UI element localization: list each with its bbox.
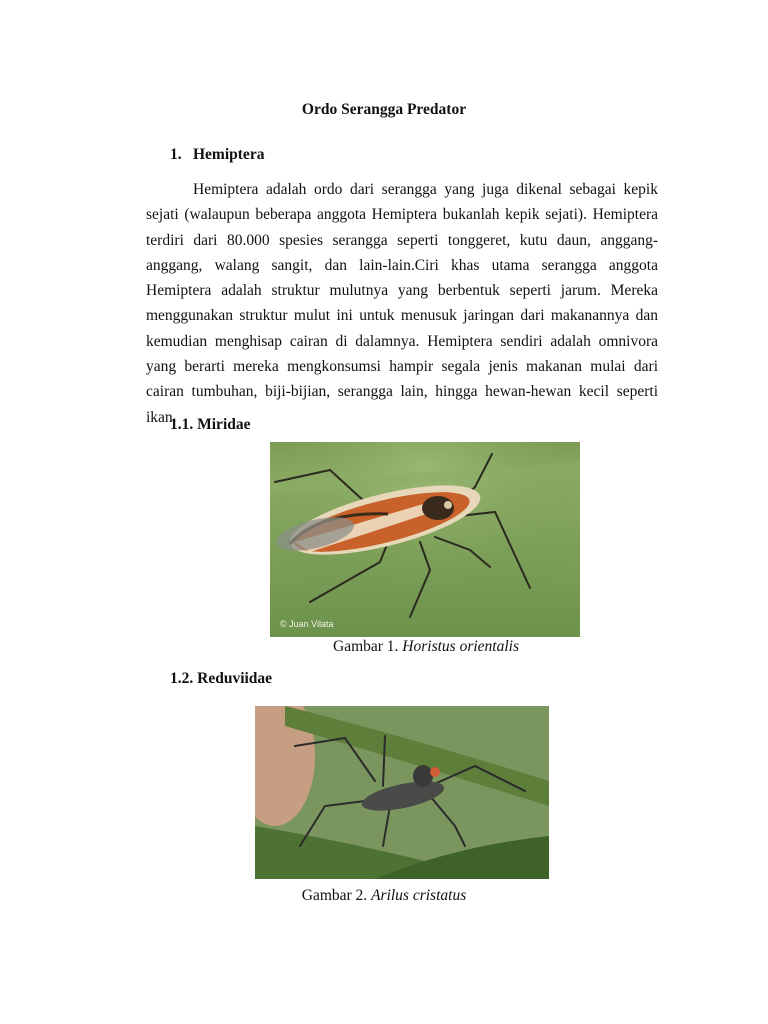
figure-2-label: Gambar 2. <box>301 887 368 904</box>
figure-horistus-orientalis-photo <box>270 442 580 637</box>
section-heading <box>170 146 264 164</box>
figure-1-caption <box>42 638 768 656</box>
section-heading-text: Hemiptera <box>193 146 265 163</box>
section-paragraph <box>146 177 658 430</box>
paragraph-text: Hemiptera adalah ordo dari serangga yang juga dikenal sebagai kepik sejati (walaupun beberapa anggota Hemiptera bukanlah kepik sejati). Hemiptera terdiri dari 80.000 spesies serangga seperti tonggeret, kutu daun, anggang-anggang, walang sangit, dan lain-lain.Ciri khas utama serangga anggota Hemiptera adalah struktur mulutnya yang berbentuk seperti jarum. Mereka menggunakan struktur mulut ini untuk menusuk jaringan dari makanannya dan kemudian menghisap cairan di dalamnya. Hemiptera sendiri adalah omnivora yang berarti mereka mengkonsumsi hampir segala jenis makanan mulai dari cairan tumbuhan, biji-bijian, serangga lain, hingga hewan-hewan kecil seperti ikan. <box>146 181 658 426</box>
bug-illustration <box>270 442 580 637</box>
figure-2-species: Arilus cristatus <box>371 887 467 904</box>
section-number: 1. <box>170 146 182 163</box>
figure-1-label: Gambar 1. <box>333 638 399 655</box>
subsection-heading-reduviidae: 1.2. Reduviidae <box>170 670 273 687</box>
page-title: Ordo Serangga Predator <box>301 101 467 118</box>
watermark-text: © Juan Vilata <box>280 619 334 629</box>
figure-1-species: Horistus orientalis <box>402 638 519 655</box>
subsection-heading-miridae: 1.1. Miridae <box>170 416 251 433</box>
assassin-bug-illustration <box>255 706 549 879</box>
figure-arilus-cristatus-photo <box>255 706 549 879</box>
figure-2-caption <box>0 887 768 905</box>
